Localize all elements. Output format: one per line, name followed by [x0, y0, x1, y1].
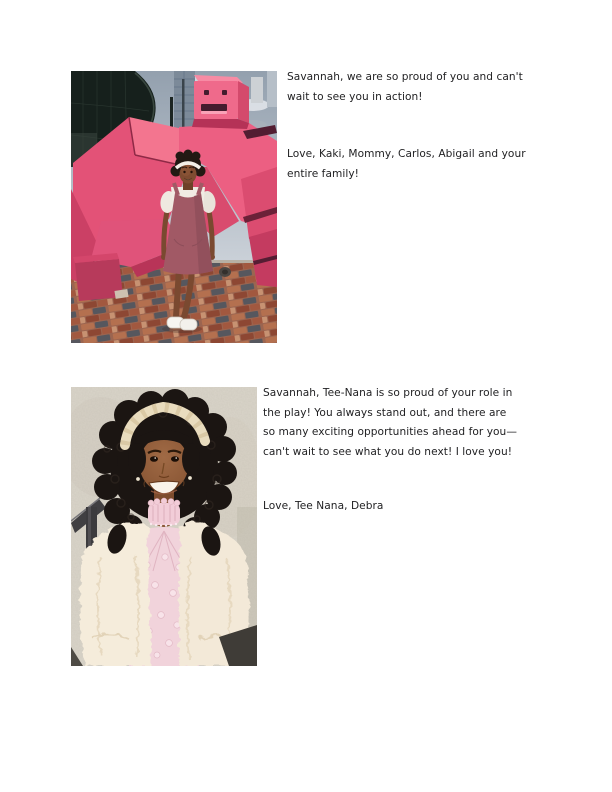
photo-savannah-portrait — [71, 387, 257, 666]
message-top — [287, 68, 523, 107]
collar — [148, 498, 180, 527]
message-line: so many exciting opportunities ahead for you— — [263, 426, 517, 439]
signature-top — [287, 145, 526, 184]
message-line: Savannah, Tee-Nana is so proud of your role in — [263, 387, 513, 399]
message-bottom — [263, 384, 517, 462]
photo-2-image — [71, 387, 257, 666]
signature-bottom — [263, 497, 383, 517]
photo-savannah-sculpture — [71, 71, 277, 343]
photo-1-image — [71, 71, 277, 343]
message-line: wait to see you in action! — [287, 90, 423, 103]
signature-line: Love, Kaki, Mommy, Carlos, Abigail and your — [287, 148, 526, 160]
signature-line: Love, Tee Nana, Debra — [263, 500, 384, 512]
signature-line: entire family! — [287, 167, 359, 180]
message-line: Savannah, we are so proud of you and can't — [287, 71, 523, 83]
message-line: the play! You always stand out, and there are — [263, 406, 507, 419]
message-line: can't wait to see what you do next! I love you! — [263, 445, 513, 458]
